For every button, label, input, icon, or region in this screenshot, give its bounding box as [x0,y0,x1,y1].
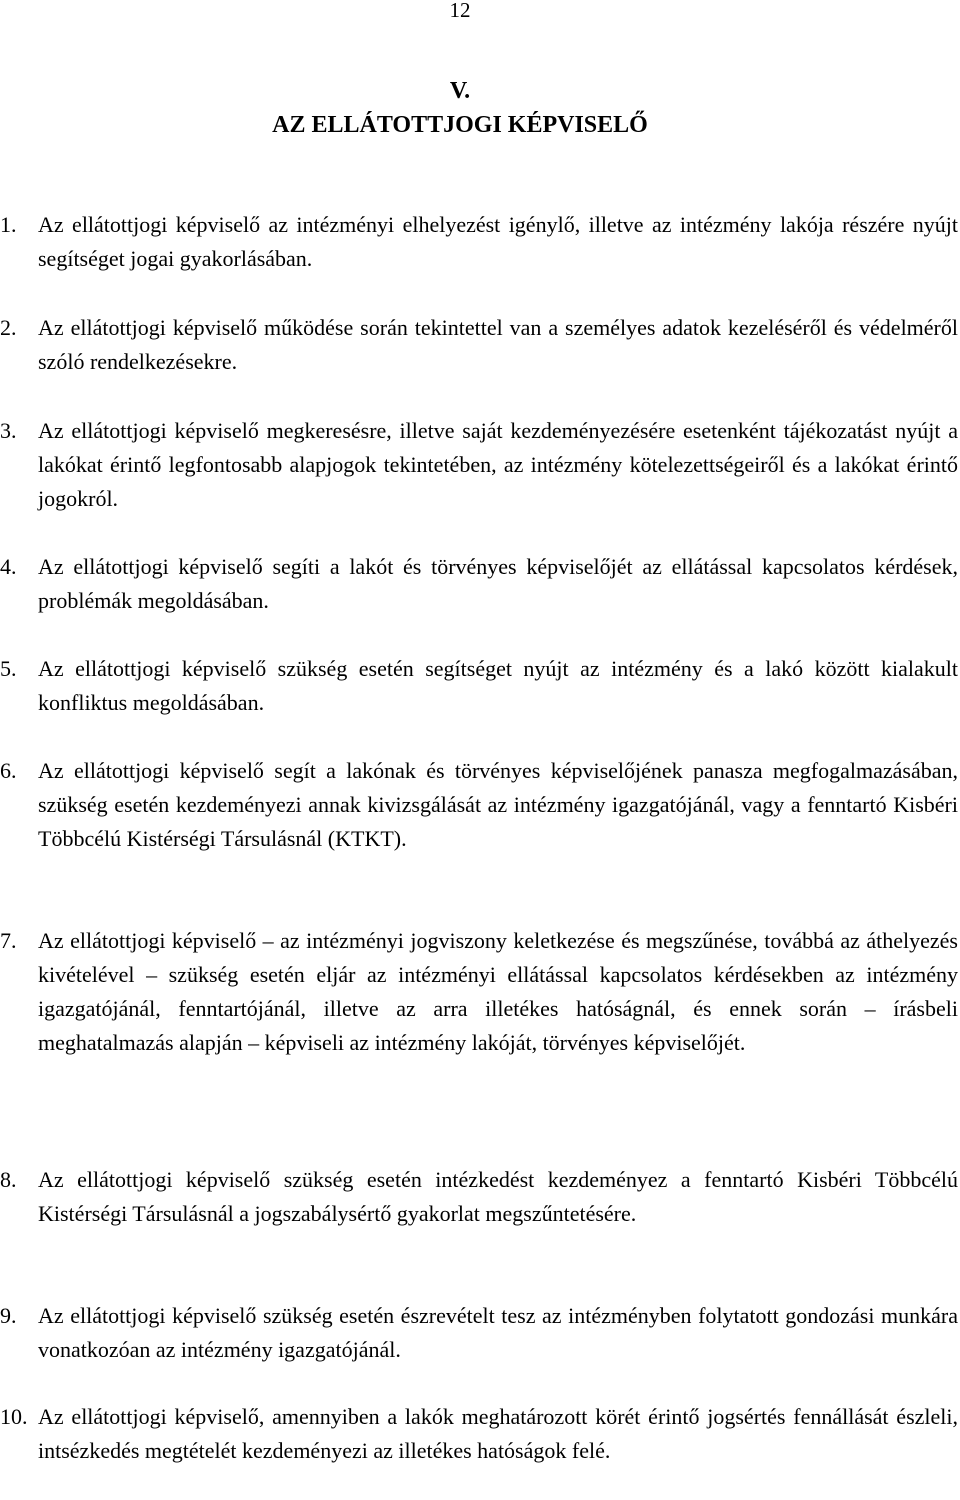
list-item [0,1299,960,1367]
page-number: 12 [449,0,471,22]
list-item-text: Az ellátottjogi képviselő segít a lakónak és törvényes képviselőjének panasza megfogalmazásában, szükség esetén kezdeményezi annak kivizsgálását az intézmény igazgatójánál, vagy a fenntartó Kisbéri Többcélú Kistérségi Társulásnál (KTKT). [38,758,958,851]
list-item-text: Az ellátottjogi képviselő szükség esetén segítséget nyújt az intézmény és a lakó között kialakult konfliktus megoldásában. [38,656,958,715]
chapter-number: V. [449,78,471,104]
list-item [0,1163,960,1231]
list-item-text: Az ellátottjogi képviselő működése során tekintettel van a személyes adatok kezeléséről és védelméről szóló rendelkezésekre. [38,315,958,374]
list-item-text: Az ellátottjogi képviselő – az intézményi jogviszony keletkezése és megszűnése, továbbá az áthelyezés kivételével – szükség esetén eljár az intézményi ellátással kapcsolatos kérdésekben az intézmény igazgatójánál, fenntartójánál, illetve az arra illetékes hatóságnál, és ennek során – írásbeli meghatalmazás alapján – képviseli az intézmény lakóját, törvényes képviselőjét. [38,928,958,1055]
list-item-text: Az ellátottjogi képviselő megkeresésre, illetve saját kezdeményezésére esetenként tájékozatást nyújt a lakókat érintő legfontosabb alapjogok tekintetében, az intézmény kötelezettségeiről és a lakókat érintő jogokról. [38,418,958,511]
list-item-text: Az ellátottjogi képviselő az intézményi elhelyezést igénylő, illetve az intézmény lakója részére nyújt segítséget jogai gyakorlásában. [38,212,958,271]
list-item-number: 6. [0,758,17,783]
list-item-text: Az ellátottjogi képviselő, amennyiben a lakók meghatározott körét érintő jogsértés fennállását észleli, intsézkedés megtételét kezdeményezi az illetékes hatóságok felé. [38,1404,958,1463]
list-item-number: 9. [0,1303,17,1328]
list-item-number: 7. [0,928,17,953]
list-item-text: Az ellátottjogi képviselő szükség esetén intézkedést kezdeményez a fenntartó Kisbéri Többcélú Kistérségi Társulásnál a jogszabálysértő gyakorlat megszűntetésére. [38,1167,958,1226]
list-item-number: 1. [0,212,17,237]
list-item-number: 3. [0,418,17,443]
list-item [0,550,960,618]
list-item [0,924,960,1060]
list-item-number: 2. [0,315,17,340]
list-item [0,652,960,720]
list-item [0,414,960,516]
list-item [0,311,960,379]
chapter-title: AZ ELLÁTOTTJOGI KÉPVISELŐ [272,112,648,138]
list-item-text: Az ellátottjogi képviselő segíti a lakót és törvényes képviselőjét az ellátással kapcsolatos kérdések, problémák megoldásában. [38,554,958,613]
list-item-number: 4. [0,554,17,579]
list-item-number: 5. [0,656,17,681]
list-item [0,208,960,276]
list-item-text: Az ellátottjogi képviselő szükség esetén észrevételt tesz az intézményben folytatott gondozási munkára vonatkozóan az intézmény igazgatójánál. [38,1303,958,1362]
list-item [0,754,960,856]
list-item-number: 10. [0,1404,28,1429]
list-item [0,1400,960,1468]
list-item-number: 8. [0,1167,17,1192]
